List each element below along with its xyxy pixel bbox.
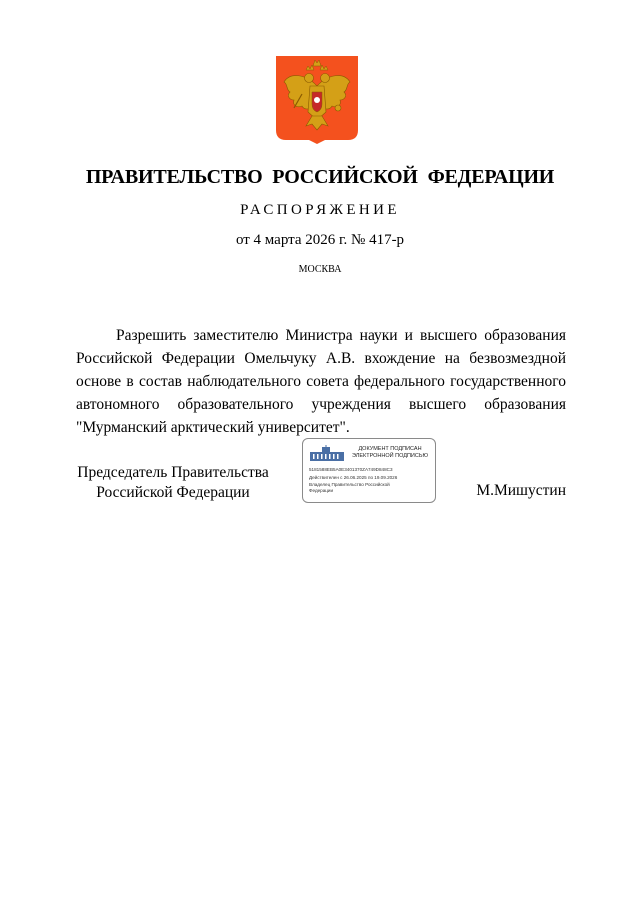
document-type: РАСПОРЯЖЕНИЕ xyxy=(240,202,400,218)
document-date-number: от 4 марта 2026 г. № 417-р xyxy=(235,232,405,248)
stamp-title-line1: ДОКУМЕНТ ПОДПИСАН xyxy=(358,446,422,452)
coat-of-arms-emblem xyxy=(276,56,358,144)
stamp-validity-period: Действителен с 26.06.2025 по 19.09.2026 xyxy=(309,475,398,480)
document-city: МОСКВА xyxy=(298,264,342,275)
signer-position-line1: Председатель Правительства xyxy=(77,464,269,481)
stamp-title-line2: ЭЛЕКТРОННОЙ ПОДПИСЬЮ xyxy=(351,453,429,459)
stamp-owner: Владелец Правительство Российской Федерации xyxy=(309,482,390,493)
stamp-certificate-number: 5181588EB5A0E3401370ZA749D848C3 xyxy=(309,467,393,472)
signer-position-line2: Российской Федерации xyxy=(96,484,250,501)
signer-position xyxy=(76,463,270,503)
organization-title: ПРАВИТЕЛЬСТВО РОССИЙСКОЙ ФЕДЕРАЦИИ xyxy=(85,166,555,188)
signer-name: М.Мишустин xyxy=(476,482,566,499)
government-building-icon xyxy=(308,445,346,463)
order-paragraph: Разрешить заместителю Министра науки и высшего образования Российской Федерации Омельчуку А.В. вхождение на безвозмездной основе в состав наблюдательного совета федерального государственного автономного образовательного учреждения высшего образования "Мурманский арктический университет". xyxy=(76,327,566,436)
stamp-title xyxy=(347,446,433,460)
electronic-signature-stamp xyxy=(302,438,436,503)
